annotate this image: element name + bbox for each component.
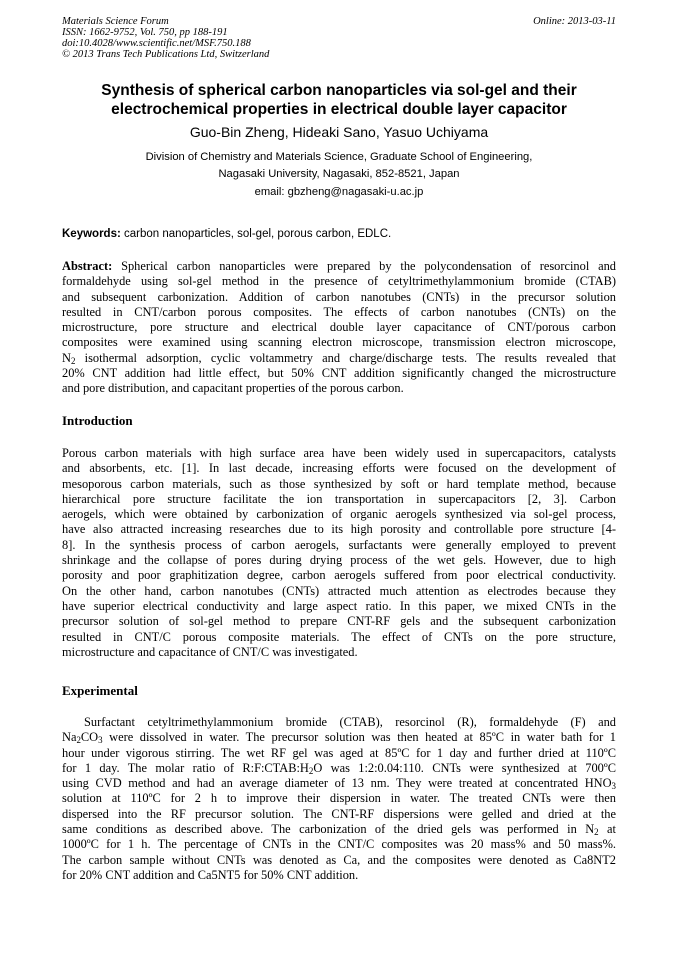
keywords	[62, 227, 616, 242]
abstract-label: Abstract:	[62, 259, 113, 273]
intro-line: and absorbents, etc. [1]. In last decade, increasing efforts were focused on the development of	[62, 461, 616, 476]
intro-line: Porous carbon materials with high surface area have been widely used in supercapacitors, catalysts	[62, 446, 616, 460]
online-date: Online: 2013-03-11	[533, 16, 616, 27]
exp-line: The carbon sample without CNTs was denoted as Ca, and the composites were denoted as Ca8NT2	[62, 852, 616, 867]
intro-line: precursor solution of sol-gel method to prepare CNT-RF gels and the subsequent carbonization	[62, 614, 616, 629]
exp-line: Surfactant cetyltrimethylammonium bromide (CTAB), resorcinol (R), formaldehyde (F) and	[84, 715, 616, 729]
abstract-line: and subsequent carbonization. Addition of carbon nanotubes (CNTs) in the precursor solution	[62, 289, 616, 304]
intro-line: On the other hand, carbon nanotubes (CNTs) attracted much attention as electrodes because they	[62, 583, 616, 598]
journal-copyright: © 2013 Trans Tech Publications Ltd, Switzerland	[62, 49, 270, 60]
intro-line: have also attracted increasing researches due to its high porosity and controllable pore structure [4-	[62, 522, 616, 537]
exp-line: using CVD method and had an average diameter of 13 nm. They were treated at concentrated $HNO_3$	[62, 776, 616, 792]
exp-line: for 1 day. The molar ratio of $R:F:CTAB:H_2O$ was 1:2:0.04:110. CNTs were synthesized at 700ºC	[62, 760, 616, 777]
exp-line: $Na_2CO_3$ were dissolved in water. The precursor solution was then heated at 85ºC in water bath for 1	[62, 730, 616, 746]
intro-line: aerogels, which were obtained by carbonization of organic aerogels synthesized via sol-gel process,	[62, 507, 616, 522]
section-heading-experimental: Experimental	[62, 683, 138, 698]
journal-doi: doi:10.4028/www.scientific.net/MSF.750.188	[62, 38, 251, 49]
abstract-line: resulted in CNT/carbon porous composites. The effects of carbon nanotubes (CNTs) on the	[62, 304, 616, 319]
intro-line: resulted in CNT/C porous composite materials. The effect of CNTs on the pore structure,	[62, 629, 616, 644]
experimental-body	[62, 715, 616, 883]
abstract-line: $N_2$ isothermal adsorption, cyclic voltammetry and charge/discharge tests. The results revealed that	[62, 350, 616, 366]
journal-name: Materials Science Forum	[62, 16, 169, 27]
abstract-line: 20% CNT addition had little effect, but 50% CNT addition significantly changed the microstructure	[62, 366, 616, 381]
intro-line: porosity and poor graphitization degree, carbon aerogels suffered from poor electrical conductivity.	[62, 568, 616, 583]
author-list: Guo-Bin Zheng, Hideaki Sano, Yasuo Uchiyama	[189, 124, 489, 140]
author-email: email: gbzheng@nagasaki-u.ac.jp	[254, 186, 424, 198]
journal-issn: ISSN: 1662-9752, Vol. 750, pp 188-191	[62, 27, 228, 38]
keywords-text: carbon nanoparticles, sol-gel, porous carbon, EDLC.	[124, 228, 392, 240]
title-line: Synthesis of spherical carbon nanoparticles via sol-gel and their	[101, 82, 577, 99]
intro-line: 8]. In the synthesis process of carbon aerogels, surfactants were generally employed to prevent	[62, 537, 616, 552]
exp-line: 1000ºC for 1 h. The percentage of CNTs in the CNT/C composites was 20 mass% and 50 mass%.	[62, 837, 616, 852]
abstract-line: and pore distribution, and capacitant properties of the porous carbon.	[62, 381, 404, 396]
intro-line: microstructure and capacitance of CNT/C was investigated.	[62, 644, 358, 659]
exp-line: for 20% CNT addition and Ca5NT5 for 50% CNT addition.	[62, 867, 359, 882]
intro-line: have superior electrical conductivity and large aspect ratio. In this paper, we mixed CNTs in the	[62, 598, 616, 613]
exp-line: same conditions as described above. The carbonization of the dried gels was performed in $N_2$ at	[62, 822, 616, 838]
keywords-label: Keywords:	[62, 228, 121, 240]
exp-line: dispersed into the RF precursor solution. The CNT-RF dispersions were gelled and dried at the	[62, 806, 616, 821]
intro-line: mesoporous carbon materials, such as those synthesized by soft or hard template method, because	[62, 476, 616, 491]
abstract-line: formaldehyde using sol-gel method in the presence of cetyltrimethylammonium bromide (CTAB)	[62, 274, 616, 289]
abstract	[62, 259, 616, 397]
abstract-line: Abstract: Spherical carbon nanoparticles were prepared by the polycondensation of resorcinol and	[62, 259, 616, 273]
paper-title	[62, 81, 616, 119]
affiliation-line: Nagasaki University, Nagasaki, 852-8521, Japan	[218, 168, 460, 180]
exp-line: hour under vigorous stirring. The wet RF gel was aged at 85ºC for 1 day and further dried at 110ºC	[62, 745, 616, 760]
intro-line: shrinkage and the collapse of pores during drying process of the wet gels. However, due to high	[62, 553, 616, 568]
exp-line: solution at 110ºC for 2 h to improve their dispersion in water. The treated CNTs were then	[62, 791, 616, 806]
affiliation-line: Division of Chemistry and Materials Science, Graduate School of Engineering,	[145, 151, 533, 163]
affiliation	[62, 149, 616, 183]
abstract-line: microstructure, pore structure and electrical double layer capacitance of CNT/porous carbon	[62, 320, 616, 335]
intro-line: hierarchical pore structure facilitate the ion transportation in supercapacitors [2, 3]. Carbon	[62, 491, 616, 506]
section-heading-introduction: Introduction	[62, 413, 133, 428]
introduction-body	[62, 446, 616, 660]
title-line: electrochemical properties in electrical double layer capacitor	[111, 101, 567, 118]
journal-header	[62, 16, 616, 60]
abstract-line: composites were examined using scanning electron microscope, transmission electron microscope,	[62, 335, 616, 350]
